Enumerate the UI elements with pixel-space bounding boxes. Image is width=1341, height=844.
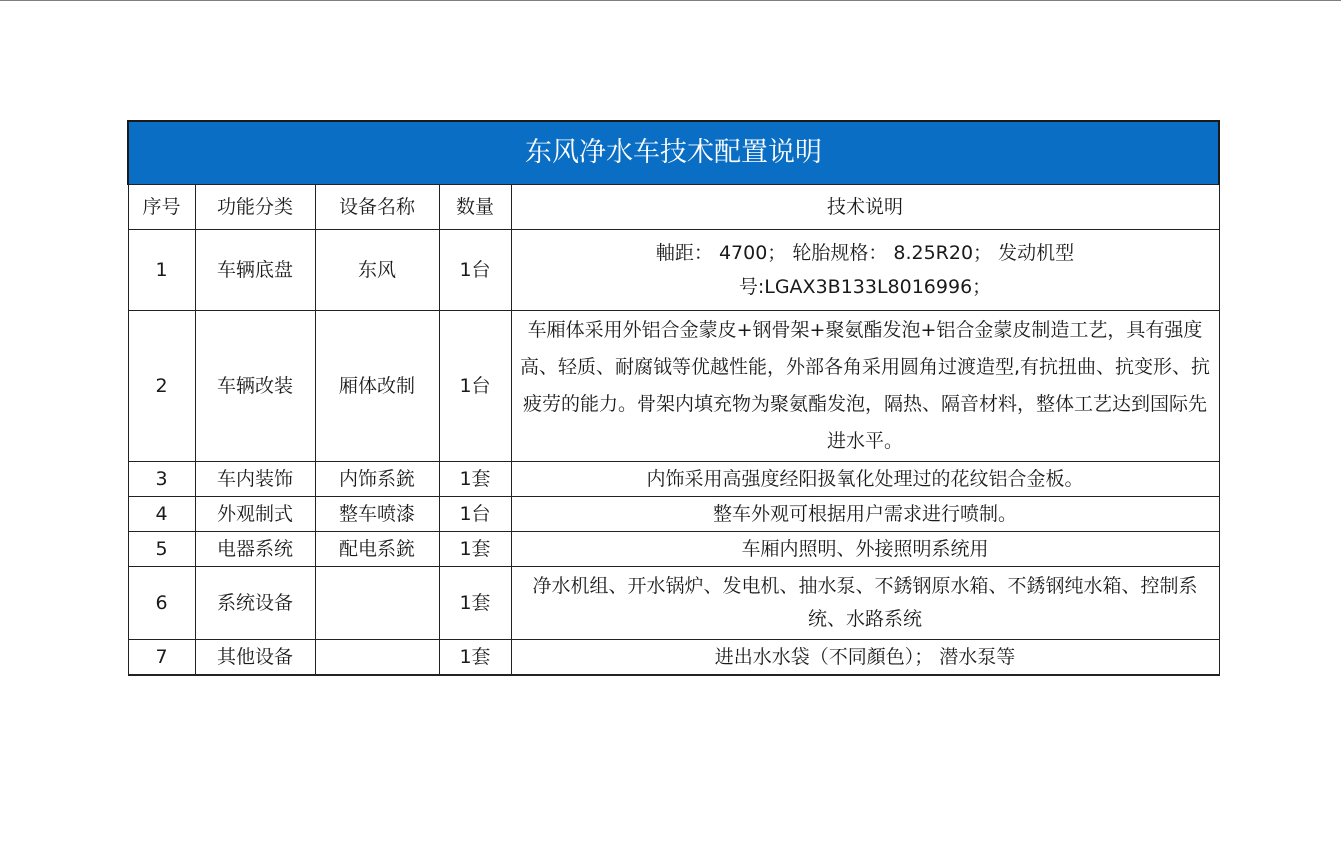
top-border-line <box>0 0 1341 1</box>
cell-qty: 1台 <box>439 496 511 531</box>
cell-no: 1 <box>128 229 195 310</box>
cell-desc: 整车外观可根据用户需求进行喷制。 <box>511 496 1219 531</box>
cell-category: 系统设备 <box>195 566 315 639</box>
cell-category: 电器系统 <box>195 531 315 566</box>
cell-desc: 车厢体采用外铝合金蒙皮+钢骨架+聚氨酯发泡+铝合金蒙皮制造工艺，具有强度高、轻质、耐腐钺等优越性能，外部各角采用圆角过渡造型,有抗扭曲、抗变形、抗疲劳的能力。骨架内填充物为聚氨酯发泡，隔热、隔音材料，整体工艺达到国际先进水平。 <box>511 310 1219 461</box>
cell-qty: 1台 <box>439 310 511 461</box>
cell-name: 整车喷漆 <box>315 496 439 531</box>
cell-no: 5 <box>128 531 195 566</box>
table-row <box>128 639 1219 675</box>
header-row <box>128 184 1219 229</box>
cell-no: 7 <box>128 639 195 675</box>
col-header-name: 设备名称 <box>315 184 439 229</box>
cell-category: 车辆改装 <box>195 310 315 461</box>
table-row <box>128 496 1219 531</box>
cell-name: 东风 <box>315 229 439 310</box>
cell-desc: 軸距： 4700； 轮胎规格： 8.25R20； 发动机型号:LGAX3B133L8016996； <box>511 229 1219 310</box>
cell-no: 2 <box>128 310 195 461</box>
cell-desc: 净水机组、开水锅炉、发电机、抽水泵、不銹钢原水箱、不銹钢纯水箱、控制系统、水路系统 <box>511 566 1219 639</box>
cell-name: 配电系銃 <box>315 531 439 566</box>
cell-category: 车内装饰 <box>195 461 315 496</box>
cell-no: 4 <box>128 496 195 531</box>
cell-category: 其他设备 <box>195 639 315 675</box>
col-header-qty: 数量 <box>439 184 511 229</box>
cell-desc: 进出水水袋（不同顏色）； 潜水泵等 <box>511 639 1219 675</box>
table-row <box>128 566 1219 639</box>
cell-name: 厢体改制 <box>315 310 439 461</box>
table-row <box>128 531 1219 566</box>
col-header-no: 序号 <box>128 184 195 229</box>
table-row <box>128 229 1219 310</box>
table-row <box>128 310 1219 461</box>
title-row <box>128 121 1219 184</box>
cell-qty: 1台 <box>439 229 511 310</box>
cell-desc: 车厢内照明、外接照明系统用 <box>511 531 1219 566</box>
cell-qty: 1套 <box>439 566 511 639</box>
cell-qty: 1套 <box>439 639 511 675</box>
cell-no: 3 <box>128 461 195 496</box>
cell-no: 6 <box>128 566 195 639</box>
table-title: 东风净水车技术配置说明 <box>128 121 1219 184</box>
cell-desc: 内饰采用高强度经阳扱氧化处理过的花纹铝合金板。 <box>511 461 1219 496</box>
cell-qty: 1套 <box>439 531 511 566</box>
cell-qty: 1套 <box>439 461 511 496</box>
table-row <box>128 461 1219 496</box>
cell-name <box>315 566 439 639</box>
col-header-category: 功能分类 <box>195 184 315 229</box>
cell-category: 外观制式 <box>195 496 315 531</box>
spec-table <box>127 120 1220 676</box>
cell-name <box>315 639 439 675</box>
cell-name: 内饰系銃 <box>315 461 439 496</box>
col-header-desc: 技术说明 <box>511 184 1219 229</box>
cell-category: 车辆底盘 <box>195 229 315 310</box>
